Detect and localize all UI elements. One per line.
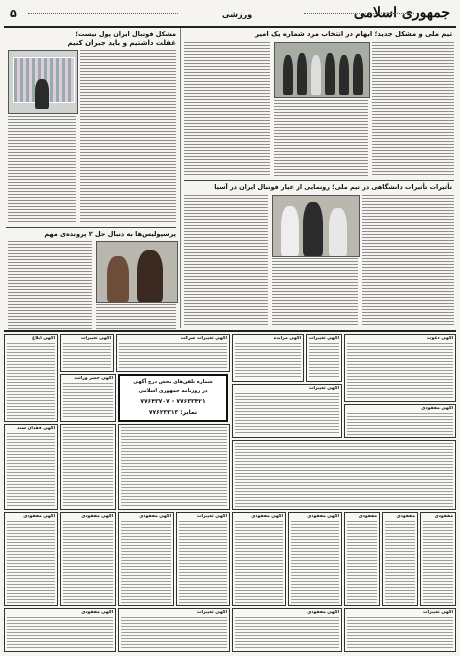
- ad-box: [118, 424, 230, 510]
- ad-box: [118, 512, 174, 606]
- ad-box: [4, 608, 116, 652]
- ad-title: آگهی تغییرات: [196, 610, 227, 615]
- article-middle-text-d: [272, 258, 358, 327]
- article-left-headline-3: پرسپولیس‌ها به دنبال حل ۲ پرونده‌ی مهم: [44, 230, 176, 238]
- article-top-right-headline: تیم ملی و مشکل جدید؛ ابهام در انتخاب مرد شماره یک امیر: [255, 30, 452, 38]
- contact-phone-numbers: ۷۷۶۳۳۴۲۱ - ۷۷۶۴۳۷۰۷: [140, 398, 206, 405]
- ad-title: آگهی تغییرات: [422, 610, 453, 615]
- ad-title: آگهی مفقودی: [23, 514, 55, 519]
- photo-team-lineup: [274, 42, 370, 98]
- ad-box: [344, 334, 456, 402]
- photo-goalkeeper: [8, 50, 78, 114]
- ad-title: آگهی مفقودی: [81, 610, 113, 615]
- ad-box: [344, 404, 456, 438]
- ad-box: [232, 608, 342, 652]
- ad-title: آگهی مزایده: [273, 336, 301, 341]
- ad-box: [118, 608, 230, 652]
- page-number: ۵: [10, 7, 17, 20]
- article-middle-text-a: [184, 42, 270, 176]
- ad-box: [60, 374, 116, 422]
- ad-box: [232, 334, 304, 382]
- ad-box: [344, 512, 380, 606]
- contact-line-2: در روزنامه جمهوری اسلامی: [138, 388, 208, 394]
- article-right-text-a: [372, 42, 454, 176]
- ad-box: [420, 512, 456, 606]
- ad-title: آگهی مفقودی: [251, 514, 283, 519]
- ad-title: آگهی تغییرات: [309, 336, 339, 341]
- dateline-right: [304, 13, 414, 18]
- article-middle-text-b: [274, 100, 368, 176]
- article-left-text-2a: [8, 241, 92, 331]
- ad-title: آگهی فقدان سند: [17, 426, 55, 431]
- ad-box: [382, 512, 418, 606]
- ad-title: آگهی حصر وراثت: [74, 376, 113, 381]
- article-middle-text-c: [184, 195, 268, 327]
- ad-box: [232, 512, 286, 606]
- ad-box: [116, 334, 230, 372]
- dateline-left: [28, 13, 178, 18]
- ad-title: آگهی تغییرات: [308, 386, 339, 391]
- section-label: ورزشی: [222, 10, 253, 19]
- masthead: [4, 4, 456, 28]
- ad-box: [288, 512, 342, 606]
- ad-title: مفقودی: [434, 514, 453, 519]
- ad-title: آگهی مفقودی: [139, 514, 171, 519]
- ad-box: [4, 334, 58, 422]
- ad-box: [306, 334, 342, 382]
- ad-title: آگهی ابلاغ: [32, 336, 55, 341]
- ad-title: آگهی تغییرات: [80, 336, 111, 341]
- article-left-headline-2: غفلت داشتیم و باید جبران کنیم: [67, 39, 176, 47]
- ad-title: آگهی مفقودی: [307, 610, 339, 615]
- ad-box: [4, 424, 58, 510]
- ad-box: [232, 384, 342, 438]
- ad-title: آگهی مفقودی: [421, 406, 453, 411]
- contact-line-1: شماره تلفن‌های بخش درج آگهی: [133, 379, 213, 385]
- newspaper-brand: جمهوری اسلامی: [353, 5, 450, 21]
- ad-contact-box: [118, 374, 228, 422]
- article-left-headline-1: مشکل فوتبال ایران پول نیست؛: [75, 30, 176, 38]
- ad-box: [60, 424, 116, 510]
- photo-players-celebrating: [272, 195, 360, 257]
- article-right-text-b: [362, 195, 454, 327]
- ad-title: مفقودی: [358, 514, 377, 519]
- ad-title: آگهی دعوت: [427, 336, 453, 341]
- ad-box: [60, 512, 116, 606]
- article-middle-headline: تأثیرات تأثیرات دانشگاهی در تیم ملی؛ رونمایی از عیار فوتبال ایران در آسیا: [214, 183, 452, 191]
- article-left-text-1b: [8, 116, 76, 224]
- ad-box: [4, 512, 58, 606]
- ad-box: [176, 512, 230, 606]
- ad-title: آگهی تغییرات: [196, 514, 227, 519]
- ad-box: [232, 440, 456, 510]
- ad-box: [344, 608, 456, 652]
- ad-title: مفقودی: [396, 514, 415, 519]
- contact-fax-number: نمابر: ۷۷۶۲۳۳۱۳: [148, 409, 198, 416]
- photo-two-players: [96, 241, 178, 303]
- article-left-text-2b: [96, 304, 176, 331]
- article-left-text-1a: [80, 50, 176, 224]
- ad-title: آگهی مفقودی: [307, 514, 339, 519]
- ad-title: آگهی مفقودی: [81, 514, 113, 519]
- ad-box: [60, 334, 114, 372]
- ad-title: آگهی تغییرات شرکت: [180, 336, 227, 341]
